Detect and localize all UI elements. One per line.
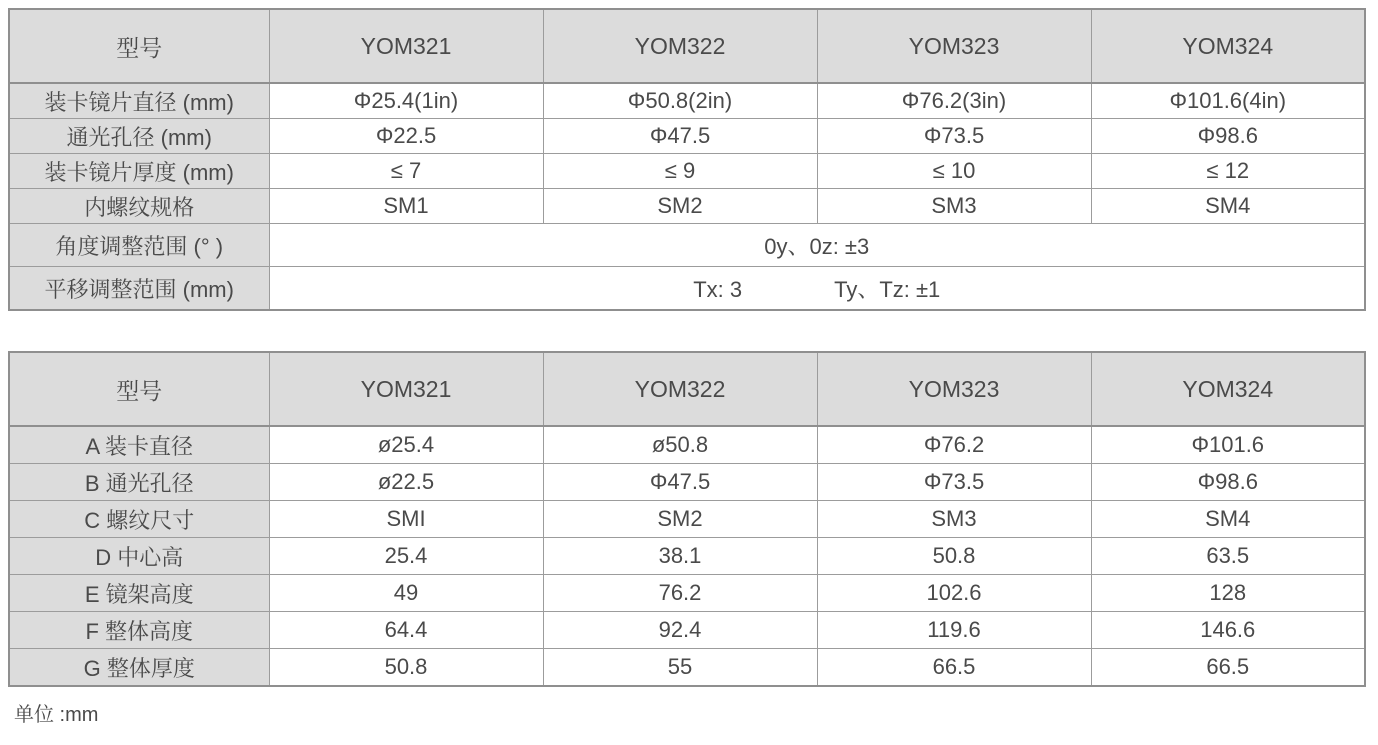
table1-header-yom321: YOM321 <box>269 9 543 83</box>
table1-row-clamp-diameter <box>9 83 1365 119</box>
value-cell: Φ73.5 <box>817 119 1091 154</box>
value-cell: ø50.8 <box>543 426 817 464</box>
row-label-cell: C 螺纹尺寸 <box>9 501 269 538</box>
value-cell: ≤ 10 <box>817 154 1091 189</box>
value-cell: ø25.4 <box>269 426 543 464</box>
value-cell: SM4 <box>1091 501 1365 538</box>
row-label-cell: E 镜架高度 <box>9 575 269 612</box>
table2-row-f-overall-height <box>9 612 1365 649</box>
row-label-cell: 平移调整范围 (mm) <box>9 267 269 311</box>
value-cell: 128 <box>1091 575 1365 612</box>
value-cell: Φ47.5 <box>543 464 817 501</box>
value-cell: SM3 <box>817 501 1091 538</box>
value-cell: Φ25.4(1in) <box>269 83 543 119</box>
row-label-cell: 装卡镜片直径 (mm) <box>9 83 269 119</box>
value-cell: 49 <box>269 575 543 612</box>
value-cell: SM2 <box>543 189 817 224</box>
row-label-cell: F 整体高度 <box>9 612 269 649</box>
value-cell: 66.5 <box>1091 649 1365 687</box>
row-label-cell: D 中心高 <box>9 538 269 575</box>
table1-header-yom324: YOM324 <box>1091 9 1365 83</box>
value-cell: Φ101.6 <box>1091 426 1365 464</box>
value-cell: Φ22.5 <box>269 119 543 154</box>
value-cell: 50.8 <box>269 649 543 687</box>
value-cell: ø22.5 <box>269 464 543 501</box>
table1-row-translation-adjust-range <box>9 267 1365 311</box>
spec-table-dimensions <box>8 351 1366 687</box>
translation-range-tytz: Ty、Tz: ±1 <box>834 276 941 302</box>
row-label-cell: 角度调整范围 (° ) <box>9 224 269 267</box>
value-cell: ≤ 9 <box>543 154 817 189</box>
merged-value-cell: 0y、0z: ±3 <box>269 224 1365 267</box>
spec-table-mount-parameters <box>8 8 1366 311</box>
table1-header-yom322: YOM322 <box>543 9 817 83</box>
value-cell: 63.5 <box>1091 538 1365 575</box>
row-label-cell: A 装卡直径 <box>9 426 269 464</box>
value-cell: 119.6 <box>817 612 1091 649</box>
value-cell: 102.6 <box>817 575 1091 612</box>
value-cell: SMI <box>269 501 543 538</box>
table1-row-angle-adjust-range <box>9 224 1365 267</box>
value-cell: Φ76.2(3in) <box>817 83 1091 119</box>
table1-header-yom323: YOM323 <box>817 9 1091 83</box>
table2-header-yom323: YOM323 <box>817 352 1091 426</box>
value-cell: Φ47.5 <box>543 119 817 154</box>
value-cell: 146.6 <box>1091 612 1365 649</box>
value-cell: SM3 <box>817 189 1091 224</box>
row-label-cell: 内螺纹规格 <box>9 189 269 224</box>
value-cell: 76.2 <box>543 575 817 612</box>
table2-header-yom324: YOM324 <box>1091 352 1365 426</box>
translation-range-tx: Tx: 3 <box>693 276 743 302</box>
table2-row-g-overall-thickness <box>9 649 1365 687</box>
value-cell: ≤ 12 <box>1091 154 1365 189</box>
value-cell: Φ98.6 <box>1091 119 1365 154</box>
table1-row-internal-thread <box>9 189 1365 224</box>
value-cell: ≤ 7 <box>269 154 543 189</box>
row-label-cell: 通光孔径 (mm) <box>9 119 269 154</box>
table2-header-yom321: YOM321 <box>269 352 543 426</box>
value-cell: 38.1 <box>543 538 817 575</box>
row-label-cell: 装卡镜片厚度 (mm) <box>9 154 269 189</box>
value-cell: Φ73.5 <box>817 464 1091 501</box>
value-cell: Φ98.6 <box>1091 464 1365 501</box>
unit-note: 单位 :mm <box>14 704 99 726</box>
table1-header-row <box>9 9 1365 83</box>
table2-row-e-frame-height <box>9 575 1365 612</box>
value-cell: 55 <box>543 649 817 687</box>
merged-value-cell <box>269 267 1365 311</box>
table1-row-lens-thickness <box>9 154 1365 189</box>
value-cell: Φ101.6(4in) <box>1091 83 1365 119</box>
table2-header-row <box>9 352 1365 426</box>
value-cell: SM4 <box>1091 189 1365 224</box>
table2-row-d-center-height <box>9 538 1365 575</box>
row-label-cell: B 通光孔径 <box>9 464 269 501</box>
table2-row-a-clamp-diameter <box>9 426 1365 464</box>
value-cell: 64.4 <box>269 612 543 649</box>
value-cell: 50.8 <box>817 538 1091 575</box>
table2-header-yom322: YOM322 <box>543 352 817 426</box>
table2-row-c-thread-size <box>9 501 1365 538</box>
table1-row-clear-aperture <box>9 119 1365 154</box>
value-cell: Φ76.2 <box>817 426 1091 464</box>
value-cell: Φ50.8(2in) <box>543 83 817 119</box>
row-label-cell: G 整体厚度 <box>9 649 269 687</box>
table2-row-b-clear-aperture <box>9 464 1365 501</box>
value-cell: SM1 <box>269 189 543 224</box>
table1-header-model-label: 型号 <box>9 9 269 83</box>
value-cell: 66.5 <box>817 649 1091 687</box>
value-cell: 92.4 <box>543 612 817 649</box>
value-cell: SM2 <box>543 501 817 538</box>
value-cell: 25.4 <box>269 538 543 575</box>
table2-header-model-label: 型号 <box>9 352 269 426</box>
